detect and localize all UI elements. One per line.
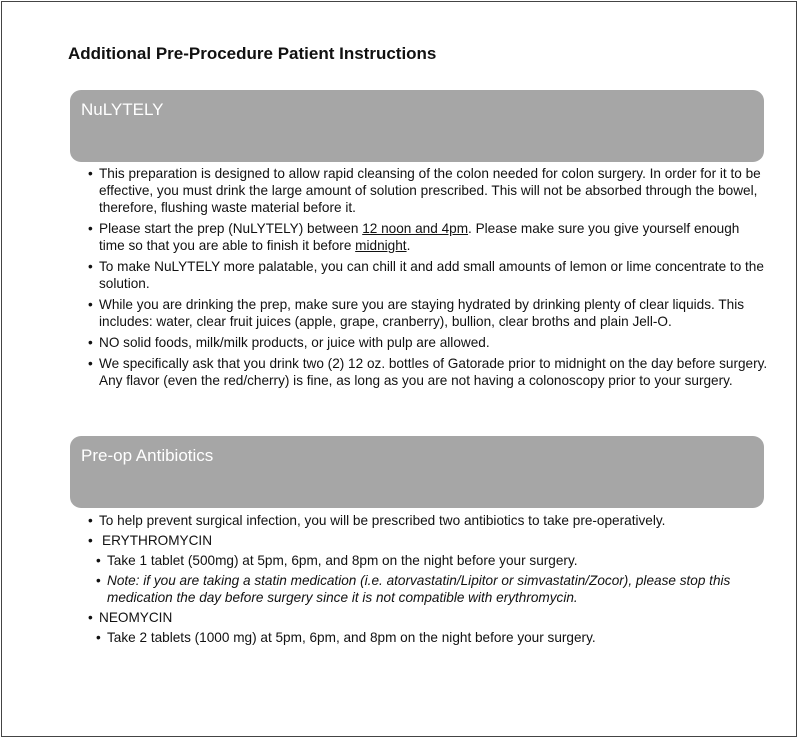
medication-name: NEOMYCIN	[99, 610, 173, 625]
bullet-icon: •	[88, 259, 93, 274]
medication-name: ERYTHROMYCIN	[102, 533, 213, 548]
bullet-icon: •	[88, 335, 93, 350]
nulytely-instructions-list	[88, 165, 768, 393]
item-text-part: . Please make sure you give yourself enough time so that you are able to finish it before	[99, 221, 740, 253]
section-header-label: Pre-op Antibiotics	[81, 446, 214, 465]
bullet-icon: •	[88, 221, 93, 236]
list-item	[88, 220, 768, 254]
list-item	[88, 258, 768, 292]
bullet-icon: •	[88, 533, 93, 548]
item-text-part: Please start the prep (NuLYTELY) between	[99, 221, 363, 236]
section-header-pre-op-antibiotics	[70, 436, 764, 508]
section-header-label: NuLYTELY	[81, 100, 164, 119]
bullet-icon: •	[96, 573, 101, 588]
bullet-icon: •	[88, 513, 93, 528]
list-item	[88, 512, 768, 529]
item-text: We specifically ask that you drink two (2) 12 oz. bottles of Gatorade prior to midnight on the day before surgery. Any flavor (even the red/cherry) is fine, as long as you are not having a colonoscopy prior to your surgery.	[99, 356, 768, 388]
prep-time-window: 12 noon and 4pm	[362, 221, 469, 236]
item-text: To help prevent surgical infection, you will be prescribed two antibiotics to take pre-operatively.	[99, 513, 666, 528]
item-text-part: .	[406, 238, 411, 253]
statin-note: Note: if you are taking a statin medication (i.e. atorvastatin/Lipitor or simvastatin/Zocor), please stop this medication the day before surgery since it is not compatible with erythromycin.	[107, 573, 731, 605]
dosage-instruction: Take 2 tablets (1000 mg) at 5pm, 6pm, and 8pm on the night before your surgery.	[107, 630, 596, 645]
item-text: While you are drinking the prep, make sure you are staying hydrated by drinking plenty of clear liquids. This includes: water, clear fruit juices (apple, grape, cranberry), bullion, clear broths and plain Jell-O.	[99, 297, 745, 329]
list-item	[88, 165, 768, 216]
bullet-icon: •	[96, 630, 101, 645]
bullet-icon: •	[88, 610, 93, 625]
list-item	[96, 572, 768, 606]
list-item	[88, 355, 768, 389]
list-item	[88, 532, 768, 549]
list-item	[88, 334, 768, 351]
section-header-nulytely	[70, 90, 764, 162]
bullet-icon: •	[88, 297, 93, 312]
bullet-icon: •	[88, 356, 93, 371]
item-text: To make NuLYTELY more palatable, you can chill it and add small amounts of lemon or lime concentrate to the solution.	[99, 259, 764, 291]
list-item	[96, 552, 768, 569]
bullet-icon: •	[88, 166, 93, 181]
list-item	[88, 296, 768, 330]
item-text: NO solid foods, milk/milk products, or juice with pulp are allowed.	[99, 335, 490, 350]
antibiotics-instructions-list	[88, 512, 768, 649]
list-item	[96, 629, 768, 646]
bullet-icon: •	[96, 553, 101, 568]
dosage-instruction: Take 1 tablet (500mg) at 5pm, 6pm, and 8pm on the night before your surgery.	[107, 553, 578, 568]
prep-deadline: midnight	[355, 238, 407, 253]
item-text: This preparation is designed to allow rapid cleansing of the colon needed for colon surgery. In order for it to be effective, you must drink the large amount of solution prescribed. This will not be absorbed through the bowel, therefore, flushing waste material before it.	[99, 166, 761, 215]
document-title: Additional Pre-Procedure Patient Instructions	[68, 44, 437, 63]
list-item	[88, 609, 768, 626]
